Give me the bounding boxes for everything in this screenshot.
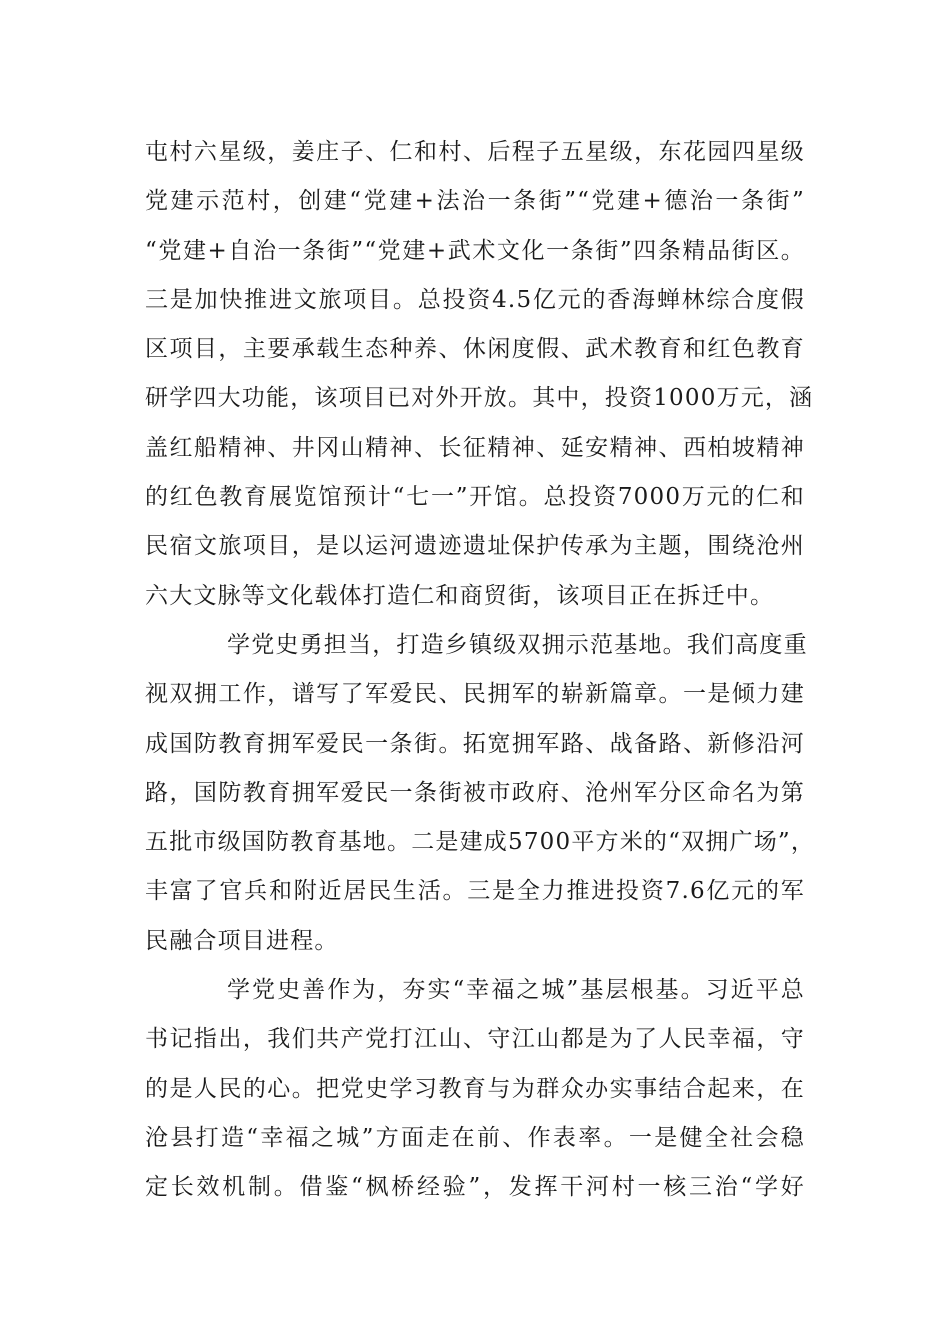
- text-line: 党建示范村，创建“党建+法治一条街”“党建+德治一条街”: [145, 188, 805, 215]
- text-line: 路，国防教育拥军爱民一条街被市政府、沧州军分区命名为第: [145, 779, 805, 806]
- text-line: 屯村六星级，姜庄子、仁和村、后程子五星级，东花园四星级: [145, 139, 805, 165]
- text-line: 五批市级国防教育基地。二是建成5700平方米的“双拥广场”，: [145, 829, 816, 856]
- text-line: 学党史勇担当，打造乡镇级双拥示范基地。我们高度重: [227, 631, 808, 658]
- text-line: “党建+自治一条街”“党建+武术文化一条街”四条精品街区。: [145, 237, 805, 264]
- text-line: 沧县打造“幸福之城”方面走在前、作表率。一是健全社会稳: [145, 1124, 805, 1151]
- text-line: 三是加快推进文旅项目。总投资4.5亿元的香海蝉林综合度假: [145, 286, 805, 313]
- text-line: 定长效机制。借鉴“枫桥经验”，发挥干河村一核三治“学好: [145, 1174, 805, 1201]
- text-line: 视双拥工作，谱写了军爱民、民拥军的崭新篇章。一是倾力建: [145, 681, 805, 708]
- text-line: 研学四大功能，该项目已对外开放。其中，投资1000万元，涵: [145, 385, 814, 412]
- document-body: [145, 128, 816, 1213]
- paragraph-2: [145, 621, 816, 966]
- text-line: 的是人民的心。把党史学习教育与为群众办实事结合起来，在: [145, 1075, 805, 1102]
- paragraph-1: [145, 128, 814, 621]
- text-line: 六大文脉等文化载体打造仁和商贸街，该项目正在拆迁中。: [145, 582, 775, 609]
- text-line: 成国防教育拥军爱民一条街。拓宽拥军路、战备路、新修沿河: [145, 730, 805, 757]
- text-line: 的红色教育展览馆预计“七一”开馆。总投资7000万元的仁和: [145, 484, 805, 511]
- text-line: 区项目，主要承载生态种养、休闲度假、武术教育和红色教育: [145, 336, 805, 363]
- text-line: 丰富了官兵和附近居民生活。三是全力推进投资7.6亿元的军: [145, 878, 805, 905]
- text-line: 书记指出，我们共产党打江山、守江山都是为了人民幸福，守: [145, 1026, 805, 1053]
- text-line: 民宿文旅项目，是以运河遗迹遗址保护传承为主题，围绕沧州: [145, 533, 805, 560]
- paragraph-3: [145, 966, 805, 1212]
- text-line: 学党史善作为，夯实“幸福之城”基层根基。习近平总: [227, 977, 805, 1004]
- text-line: 盖红船精神、井冈山精神、长征精神、延安精神、西柏坡精神: [145, 434, 805, 461]
- text-line: 民融合项目进程。: [145, 927, 339, 954]
